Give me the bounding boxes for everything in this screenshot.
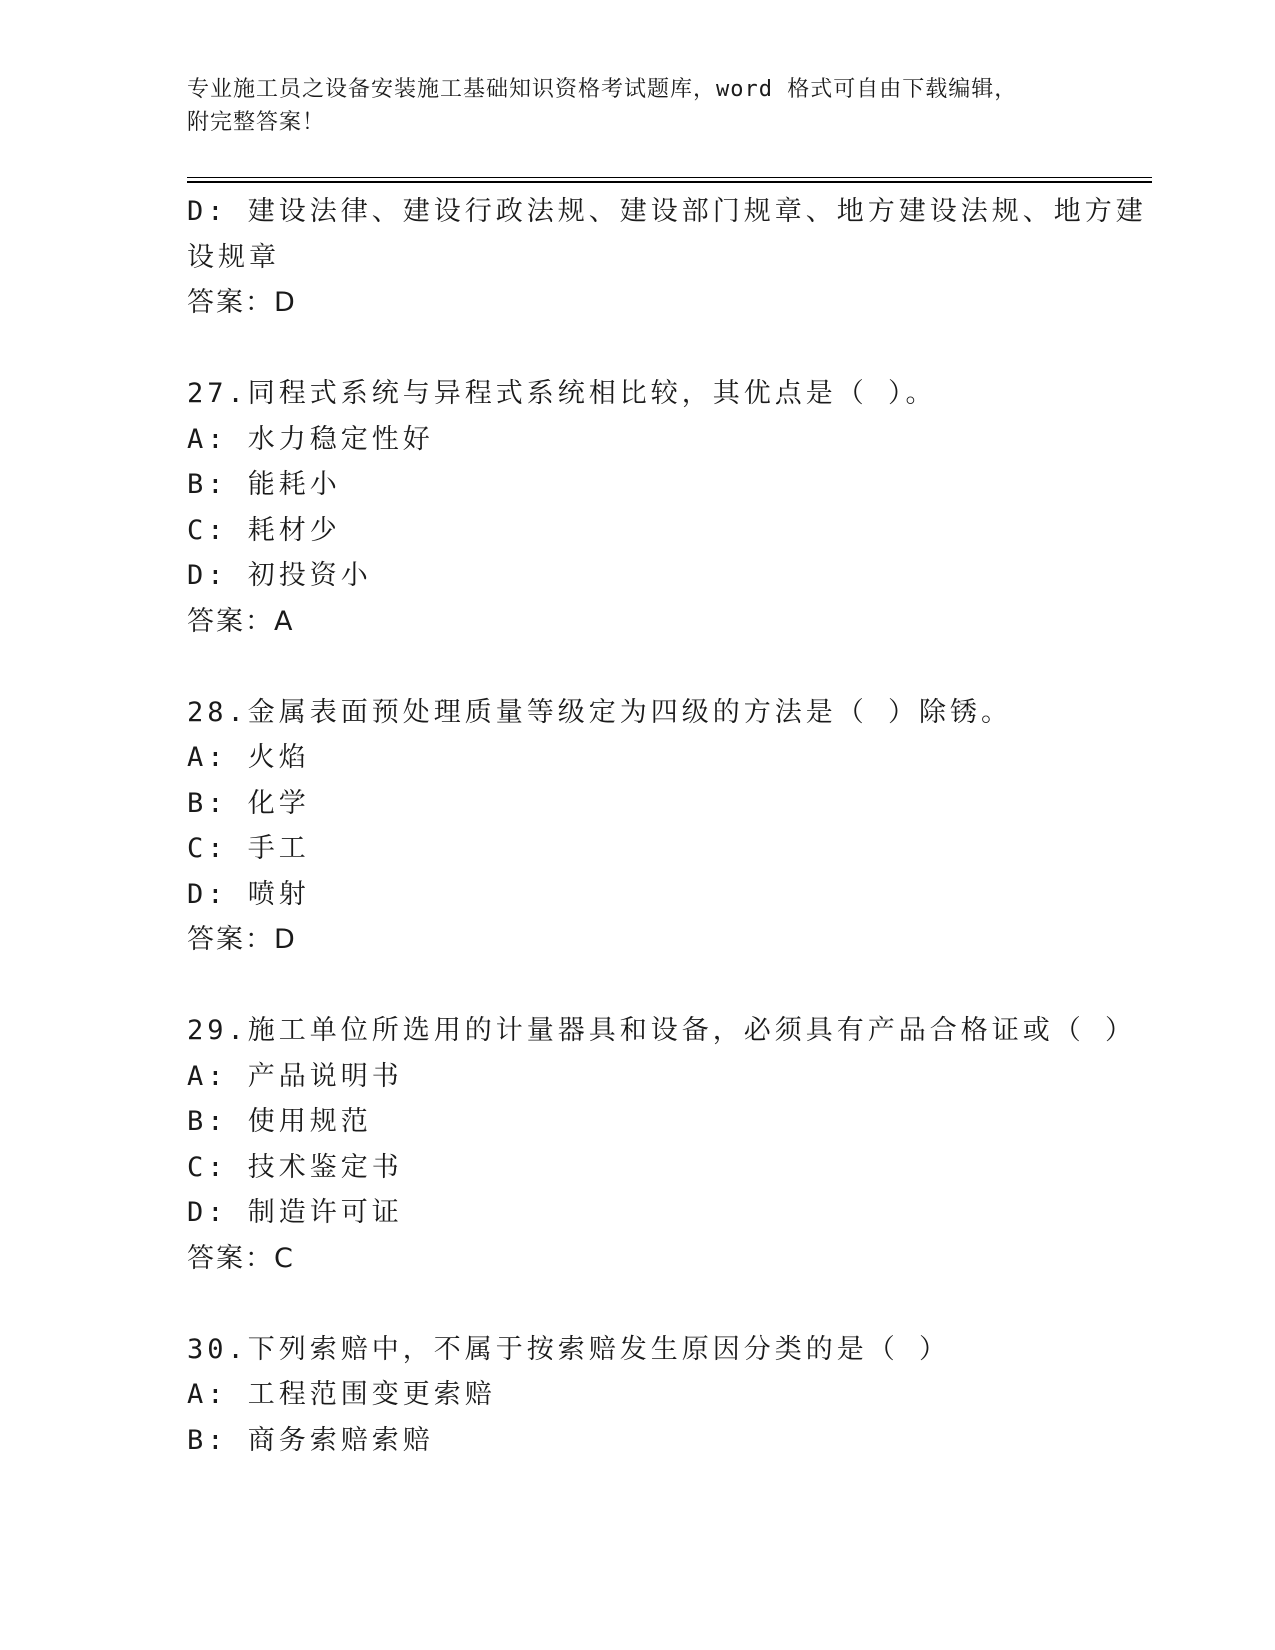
- question-list: [187, 189, 1147, 1463]
- option-a: A: 工程范围变更索赔: [187, 1379, 496, 1410]
- option-b: B: 能耗小: [187, 469, 341, 500]
- question-stem: 29.施工单位所选用的计量器具和设备，必须具有产品合格证或（ ）: [187, 1015, 1137, 1046]
- question-26-continuation: [187, 189, 1147, 326]
- option-c: C: 耗材少: [187, 514, 341, 546]
- question-29: [187, 1008, 1137, 1281]
- question-stem: 30.下列索赔中，不属于按索赔发生原因分类的是（ ）: [187, 1333, 951, 1365]
- option-d: D: 喷射: [187, 878, 310, 910]
- header-title-line-1: 专业施工员之设备安装施工基础知识资格考试题库，word 格式可自由下载编辑，: [187, 77, 1018, 102]
- header-divider-thick: [187, 181, 1152, 183]
- answer-label: 答案：A: [187, 605, 295, 637]
- question-stem: 27.同程式系统与异程式系统相比较，其优点是（ ）。: [187, 378, 937, 409]
- question-27: [187, 371, 1087, 644]
- answer-label: 答案：D: [187, 287, 297, 318]
- option-b: B: 使用规范: [187, 1106, 372, 1137]
- option-a: A: 水力稳定性好: [187, 423, 434, 455]
- spacer: [187, 963, 1087, 1009]
- option-b: B: 化学: [187, 787, 310, 819]
- option-c: C: 手工: [187, 833, 310, 864]
- spacer: [187, 644, 1087, 690]
- answer-label: 答案：D: [187, 924, 297, 955]
- header-title-line-2: 附完整答案！: [187, 110, 326, 135]
- option-a: A: 火焰: [187, 742, 310, 773]
- question-stem: 28.金属表面预处理质量等级定为四级的方法是（ ）除锈。: [187, 696, 1013, 728]
- answer-label: 答案：C: [187, 1242, 295, 1274]
- header-divider-thin: [187, 177, 1152, 178]
- option-a: A: 产品说明书: [187, 1060, 403, 1092]
- option-b: B: 商务索赔索赔: [187, 1424, 434, 1456]
- option-d: D: 初投资小: [187, 560, 372, 591]
- question-30: [187, 1327, 1087, 1464]
- question-28: [187, 690, 1087, 963]
- spacer: [187, 1281, 1087, 1327]
- option-d: D: 建设法律、建设行政法规、建设部门规章、地方建设法规、地方建: [187, 196, 1147, 227]
- option-d: D: 制造许可证: [187, 1197, 403, 1228]
- spacer: [187, 326, 1087, 372]
- page-header: [187, 73, 1087, 139]
- option-c: C: 技术鉴定书: [187, 1151, 403, 1183]
- option-d-wrap: 设规章: [187, 241, 280, 273]
